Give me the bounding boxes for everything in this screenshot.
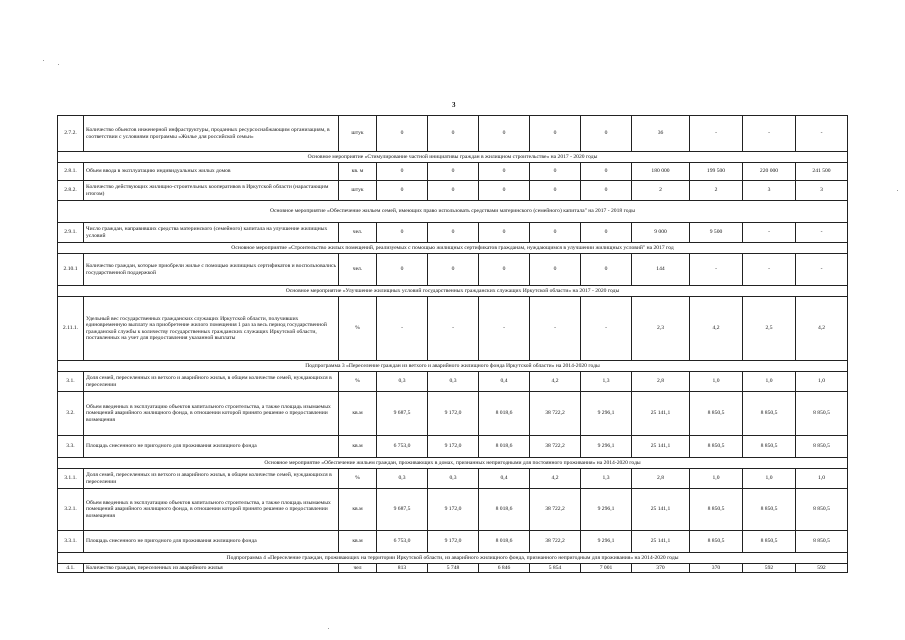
value-cell: 1,3 bbox=[581, 469, 632, 489]
row-number: 2.7.2. bbox=[58, 116, 84, 152]
value-cell: 9 172,0 bbox=[428, 436, 479, 458]
unit-cell: кв.м bbox=[339, 489, 377, 531]
section-header-row bbox=[58, 152, 848, 163]
value-cell: 8 850,5 bbox=[743, 531, 796, 553]
value-cell: 1,0 bbox=[796, 372, 848, 392]
value-cell: 0 bbox=[377, 116, 428, 152]
section-title: Подпрограмма 3 «Переселение граждан из ветхого и аварийного жилищного фонда Иркутской области» на 2014-2020 годы bbox=[58, 361, 848, 372]
value-cell: 0 bbox=[479, 223, 530, 243]
unit-cell: кв.м bbox=[339, 531, 377, 553]
indicators-table bbox=[57, 115, 848, 573]
value-cell: 8 018,6 bbox=[479, 436, 530, 458]
value-cell: 1,0 bbox=[690, 469, 743, 489]
value-cell: 6 753,0 bbox=[377, 531, 428, 553]
indicator-name: Объем введенных в эксплуатацию объектов капитального строительства, а также площадь изымаемых помещений аварийного жилищного фонда, в отношении которой принято решение о предоставлении возмещения bbox=[84, 489, 339, 531]
value-cell: 1,0 bbox=[743, 372, 796, 392]
value-cell: 1,0 bbox=[743, 469, 796, 489]
value-cell: 0 bbox=[377, 254, 428, 286]
value-cell: 0 bbox=[428, 223, 479, 243]
value-cell: 592 bbox=[796, 564, 848, 573]
value-cell: 9 172,0 bbox=[428, 489, 479, 531]
scan-speck bbox=[328, 628, 329, 629]
value-cell: 144 bbox=[632, 254, 690, 286]
scan-speck bbox=[58, 64, 59, 65]
value-cell: 2,8 bbox=[632, 372, 690, 392]
value-cell: 38 722,2 bbox=[530, 531, 581, 553]
value-cell: 9 687,5 bbox=[377, 392, 428, 436]
section-header-row bbox=[58, 361, 848, 372]
value-cell: 370 bbox=[690, 564, 743, 573]
value-cell: 36 bbox=[632, 116, 690, 152]
value-cell: 4,2 bbox=[690, 297, 743, 361]
value-cell: 4,2 bbox=[796, 297, 848, 361]
value-cell: 3 bbox=[796, 181, 848, 201]
value-cell: 9 296,1 bbox=[581, 392, 632, 436]
value-cell: 0 bbox=[377, 163, 428, 181]
value-cell: 2,5 bbox=[743, 297, 796, 361]
value-cell: - bbox=[743, 223, 796, 243]
value-cell: 1,0 bbox=[796, 469, 848, 489]
section-title: Подпрограмма 4 «Переселение граждан, проживающих на территории Иркутской области, из аварийного жилищного фонда, признанного непригодным для проживания» на 2014-2020 годы bbox=[58, 553, 848, 564]
value-cell: 9 172,0 bbox=[428, 531, 479, 553]
scan-speck bbox=[43, 60, 44, 61]
value-cell: 0 bbox=[530, 181, 581, 201]
row-number: 2.10.1 bbox=[58, 254, 84, 286]
table-row bbox=[58, 531, 848, 553]
indicator-name: Количество действующих жилищно-строительных кооперативов в Иркутской области (нарастающим итогом) bbox=[84, 181, 339, 201]
value-cell: 0 bbox=[530, 116, 581, 152]
unit-cell: чел. bbox=[339, 254, 377, 286]
value-cell: 0,4 bbox=[479, 372, 530, 392]
value-cell: 9 500 bbox=[690, 223, 743, 243]
indicator-name: Объем введенных в эксплуатацию объектов капитального строительства, а также площадь изымаемых помещений аварийного жилищного фонда, в отношении которой принято решение о предоставлении возмещения bbox=[84, 392, 339, 436]
value-cell: 8 850,5 bbox=[690, 489, 743, 531]
row-number: 2.8.2. bbox=[58, 181, 84, 201]
value-cell: 6 753,0 bbox=[377, 436, 428, 458]
value-cell: 8 850,5 bbox=[743, 489, 796, 531]
indicator-name: Количество граждан, переселенных из аварийного жилья bbox=[84, 564, 339, 573]
row-number: 3.1.1. bbox=[58, 469, 84, 489]
section-header-row bbox=[58, 553, 848, 564]
value-cell: - bbox=[690, 116, 743, 152]
table-row bbox=[58, 436, 848, 458]
value-cell: 8 850,5 bbox=[796, 436, 848, 458]
section-header-row bbox=[58, 458, 848, 469]
row-number: 3.2.1. bbox=[58, 489, 84, 531]
value-cell: 8 018,6 bbox=[479, 489, 530, 531]
row-number: 4.1. bbox=[58, 564, 84, 573]
value-cell: 9 296,1 bbox=[581, 436, 632, 458]
value-cell: - bbox=[581, 297, 632, 361]
value-cell: 0,3 bbox=[428, 372, 479, 392]
value-cell: 9 000 bbox=[632, 223, 690, 243]
value-cell: 2 bbox=[690, 181, 743, 201]
value-cell: - bbox=[479, 297, 530, 361]
value-cell: 0 bbox=[530, 254, 581, 286]
section-title: Основное мероприятие «Обеспечение жильем семей, имеющих право использовать средствами материнского (семейного) капитала" на 2017 - 2018 годы bbox=[58, 201, 848, 223]
value-cell: 0 bbox=[581, 223, 632, 243]
value-cell: 9 687,5 bbox=[377, 489, 428, 531]
indicator-name: Количество объектов инженерной инфраструктуры, проданных ресурсоснабжающим организациям, в соответствии с условиями программы «Жилье для российской семьи» bbox=[84, 116, 339, 152]
value-cell: 1,3 bbox=[581, 372, 632, 392]
value-cell: 25 141,1 bbox=[632, 436, 690, 458]
table-row bbox=[58, 564, 848, 573]
value-cell: 0,3 bbox=[377, 469, 428, 489]
unit-cell: % bbox=[339, 469, 377, 489]
value-cell: 9 172,0 bbox=[428, 392, 479, 436]
value-cell: - bbox=[743, 254, 796, 286]
value-cell: 180 000 bbox=[632, 163, 690, 181]
table-row bbox=[58, 489, 848, 531]
table-row bbox=[58, 254, 848, 286]
value-cell: 2 bbox=[632, 181, 690, 201]
value-cell: 4,2 bbox=[530, 372, 581, 392]
value-cell: 0 bbox=[530, 163, 581, 181]
table-row bbox=[58, 297, 848, 361]
value-cell: 8 850,5 bbox=[796, 392, 848, 436]
value-cell: 6 846 bbox=[479, 564, 530, 573]
table-row bbox=[58, 372, 848, 392]
table-row bbox=[58, 163, 848, 181]
value-cell: 1,0 bbox=[690, 372, 743, 392]
row-number: 2.9.1. bbox=[58, 223, 84, 243]
section-header-row bbox=[58, 286, 848, 297]
value-cell: 220 000 bbox=[743, 163, 796, 181]
table-row bbox=[58, 392, 848, 436]
value-cell: 25 141,1 bbox=[632, 489, 690, 531]
value-cell: 8 850,5 bbox=[743, 436, 796, 458]
value-cell: 0 bbox=[479, 254, 530, 286]
value-cell: 0 bbox=[428, 163, 479, 181]
value-cell: - bbox=[796, 116, 848, 152]
section-header-row bbox=[58, 243, 848, 254]
unit-cell: чел. bbox=[339, 223, 377, 243]
value-cell: 8 850,5 bbox=[690, 436, 743, 458]
table-row bbox=[58, 116, 848, 152]
value-cell: - bbox=[796, 254, 848, 286]
row-number: 3.1. bbox=[58, 372, 84, 392]
section-title: Основное мероприятие «Строительство жилых помещений, реализуемых с помощью жилищных сертификатов гражданам, нуждающимся в улучшении жилищных условий" на 2017 год bbox=[58, 243, 848, 254]
value-cell: 0 bbox=[428, 254, 479, 286]
value-cell: 0 bbox=[581, 181, 632, 201]
table-row bbox=[58, 223, 848, 243]
row-number: 3.2. bbox=[58, 392, 84, 436]
value-cell: 8 850,5 bbox=[796, 489, 848, 531]
row-number: 2.11.1. bbox=[58, 297, 84, 361]
page-number: 3 bbox=[452, 101, 456, 109]
value-cell: - bbox=[377, 297, 428, 361]
indicator-name: Количество граждан, которые приобрели жилье с помощью жилищных сертификатов и воспользовались государственной поддержкой bbox=[84, 254, 339, 286]
value-cell: 199 500 bbox=[690, 163, 743, 181]
indicator-name: Удельный вес государственных гражданских служащих Иркутской области, получивших единовременную выплату на приобретение жилого помещения 1 раз за весь период государственной гражданской службы к количеству государственных гражданских служащих Иркутской области, поставленных на учет для предоставления указанной выплаты bbox=[84, 297, 339, 361]
value-cell: 813 bbox=[377, 564, 428, 573]
value-cell: 0 bbox=[479, 163, 530, 181]
value-cell: 9 296,1 bbox=[581, 531, 632, 553]
row-number: 3.3. bbox=[58, 436, 84, 458]
unit-cell: штук bbox=[339, 181, 377, 201]
value-cell: 592 bbox=[743, 564, 796, 573]
value-cell: 0 bbox=[581, 163, 632, 181]
value-cell: 0 bbox=[428, 116, 479, 152]
value-cell: 2,8 bbox=[632, 469, 690, 489]
value-cell: 0 bbox=[479, 116, 530, 152]
unit-cell: % bbox=[339, 372, 377, 392]
value-cell: - bbox=[796, 223, 848, 243]
indicator-name: Площадь снесенного не пригодного для проживания жилищного фонда bbox=[84, 531, 339, 553]
value-cell: 38 722,2 bbox=[530, 489, 581, 531]
value-cell: 4,2 bbox=[530, 469, 581, 489]
section-header-row bbox=[58, 201, 848, 223]
section-title: Основное мероприятие «Стимулирование частной инициативы граждан в жилищном строительстве» на 2017 - 2020 годы bbox=[58, 152, 848, 163]
indicator-name: Доля семей, переселенных из ветхого и аварийного жилья, в общем количестве семей, нуждающихся в переселении bbox=[84, 469, 339, 489]
value-cell: 0,4 bbox=[479, 469, 530, 489]
value-cell: - bbox=[428, 297, 479, 361]
indicator-name: Число граждан, направивших средства материнского (семейного) капитала на улучшение жилищных условий bbox=[84, 223, 339, 243]
value-cell: 5 854 bbox=[530, 564, 581, 573]
value-cell: 0 bbox=[581, 254, 632, 286]
value-cell: 0 bbox=[377, 181, 428, 201]
unit-cell: чел bbox=[339, 564, 377, 573]
value-cell: 38 722,2 bbox=[530, 392, 581, 436]
value-cell: 0,3 bbox=[428, 469, 479, 489]
value-cell: - bbox=[690, 254, 743, 286]
section-title: Основное мероприятие «Обеспечение жильем граждан, проживающих в домах, признанных непригодными для постоянного проживания» на 2014-2020 годы bbox=[58, 458, 848, 469]
value-cell: - bbox=[743, 116, 796, 152]
value-cell: 9 296,1 bbox=[581, 489, 632, 531]
value-cell: 8 850,5 bbox=[690, 392, 743, 436]
value-cell: 7 001 bbox=[581, 564, 632, 573]
value-cell: 0 bbox=[479, 181, 530, 201]
value-cell: 8 018,6 bbox=[479, 531, 530, 553]
value-cell: 0 bbox=[428, 181, 479, 201]
row-number: 2.8.1. bbox=[58, 163, 84, 181]
value-cell: 2,3 bbox=[632, 297, 690, 361]
value-cell: 3 bbox=[743, 181, 796, 201]
value-cell: 8 850,5 bbox=[796, 531, 848, 553]
value-cell: 0,3 bbox=[377, 372, 428, 392]
table-row bbox=[58, 469, 848, 489]
section-title: Основное мероприятие «Улучшение жилищных условий государственных гражданских служащих Иркутской области» на 2017 - 2020 годы bbox=[58, 286, 848, 297]
value-cell: 8 018,6 bbox=[479, 392, 530, 436]
value-cell: - bbox=[530, 297, 581, 361]
unit-cell: кв.м bbox=[339, 392, 377, 436]
table-row bbox=[58, 181, 848, 201]
value-cell: 8 850,5 bbox=[690, 531, 743, 553]
value-cell: 8 850,5 bbox=[743, 392, 796, 436]
value-cell: 241 500 bbox=[796, 163, 848, 181]
unit-cell: кв. м bbox=[339, 163, 377, 181]
indicator-name: Площадь снесенного не пригодного для проживания жилищного фонда bbox=[84, 436, 339, 458]
value-cell: 25 141,1 bbox=[632, 392, 690, 436]
value-cell: 5 748 bbox=[428, 564, 479, 573]
value-cell: 0 bbox=[530, 223, 581, 243]
row-number: 3.3.1. bbox=[58, 531, 84, 553]
indicator-name: Объем ввода в эксплуатацию индивидуальных жилых домов bbox=[84, 163, 339, 181]
unit-cell: % bbox=[339, 297, 377, 361]
value-cell: 0 bbox=[581, 116, 632, 152]
indicator-name: Доля семей, переселенных из ветхого и аварийного жилья, в общем количестве семей, нуждающихся в переселении bbox=[84, 372, 339, 392]
value-cell: 370 bbox=[632, 564, 690, 573]
scan-speck bbox=[897, 190, 898, 191]
value-cell: 0 bbox=[377, 223, 428, 243]
value-cell: 25 141,1 bbox=[632, 531, 690, 553]
unit-cell: кв.м bbox=[339, 436, 377, 458]
unit-cell: штук bbox=[339, 116, 377, 152]
value-cell: 38 722,2 bbox=[530, 436, 581, 458]
